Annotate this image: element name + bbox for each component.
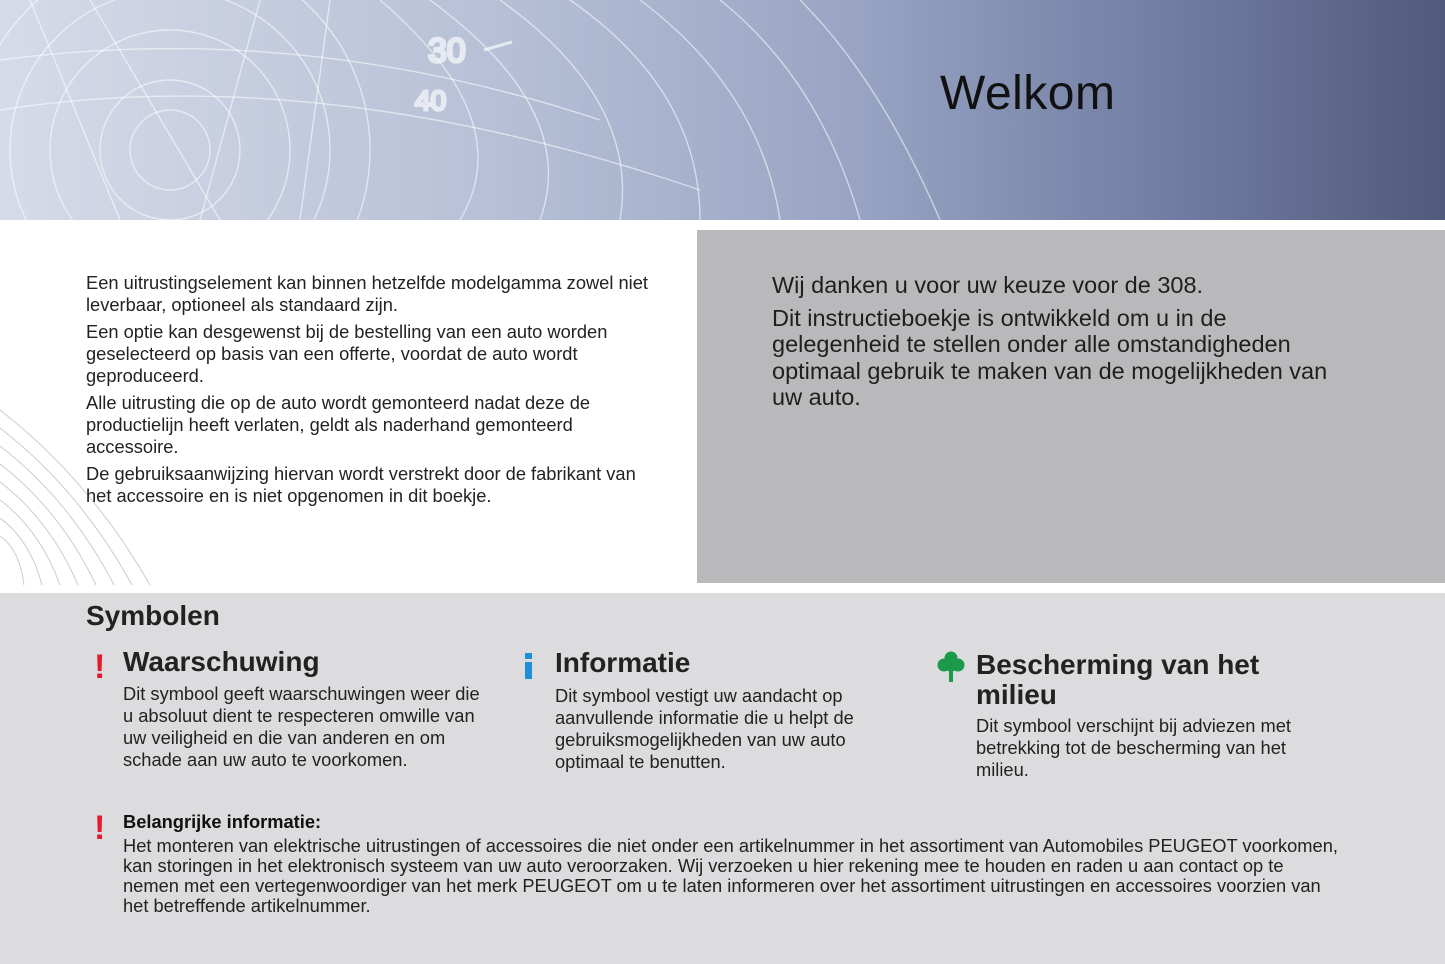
intro-paragraph: Een optie kan desgewenst bij de bestelling van een auto worden geselecteerd op basis van een offerte, voordat de auto wordt geproduceerd.	[86, 321, 608, 386]
header-banner	[0, 0, 1445, 220]
exclamation-icon: !	[94, 648, 106, 686]
exclamation-icon: !	[94, 809, 106, 847]
speedometer-background-graphic	[0, 0, 1445, 220]
info-icon	[524, 653, 534, 679]
environment-text: Dit symbool verschijnt bij adviezen met betrekking tot de bescherming van het milieu.	[976, 715, 1291, 780]
symbols-title: Symbolen	[86, 600, 220, 631]
thanks-panel	[697, 230, 1445, 583]
important-title: Belangrijke informatie:	[123, 811, 322, 832]
thanks-description: Dit instructieboekje is ontwikkeld om u in de gelegenheid te stellen onder alle omstandigheden optimaal gebruik te maken van de mogelijkheden van uw auto.	[772, 304, 1328, 410]
info-text: Dit symbool vestigt uw aandacht op aanvullende informatie die u helpt de gebruiksmogelijkheden van uw auto optimaal te benutten.	[555, 685, 854, 772]
intro-paragraph: Een uitrustingselement kan binnen hetzelfde modelgamma zowel niet leverbaar, optioneel als standaard zijn.	[86, 272, 648, 315]
intro-paragraph: De gebruiksaanwijzing hiervan wordt verstrekt door de fabrikant van het accessoire en is niet opgenomen in dit boekje.	[86, 463, 636, 506]
clover-icon	[937, 651, 965, 683]
warning-text: Dit symbool geeft waarschuwingen weer die u absoluut dient te respecteren omwille van uw veiligheid en die van anderen en om schade aan uw auto te voorkomen.	[123, 683, 480, 770]
thanks-text	[772, 272, 1352, 417]
thanks-line: Wij danken u voor uw keuze voor de 308.	[772, 272, 1204, 298]
warning-heading: Waarschuwing	[123, 646, 320, 677]
intro-text	[86, 272, 651, 512]
intro-paragraph: Alle uitrusting die op de auto wordt gemonteerd nadat deze de productielijn heeft verlaten, geldt als naderhand gemonteerd accessoire.	[86, 392, 591, 457]
important-text: Het monteren van elektrische uitrustingen of accessoires die niet onder een artikelnummer in het assortiment van Automobiles PEUGEOT voorkomen, kan storingen in het elektronisch systeem van uw auto veroorzaken. Wij verzoeken u hier rekening mee te houden en raden u aan contact op te nemen met een vertegenwoordiger van het merk PEUGEOT om u te laten informeren over het assortiment uitrustingen en accessoires voorzien van het betreffende artikelnummer.	[123, 835, 1338, 916]
info-heading: Informatie	[555, 647, 691, 678]
page-title: Welkom	[940, 67, 1116, 120]
svg-text:30: 30	[428, 32, 466, 70]
symbols-section	[0, 593, 1445, 964]
svg-text:40: 40	[415, 85, 447, 116]
environment-heading: Bescherming van het milieu	[976, 649, 1260, 710]
